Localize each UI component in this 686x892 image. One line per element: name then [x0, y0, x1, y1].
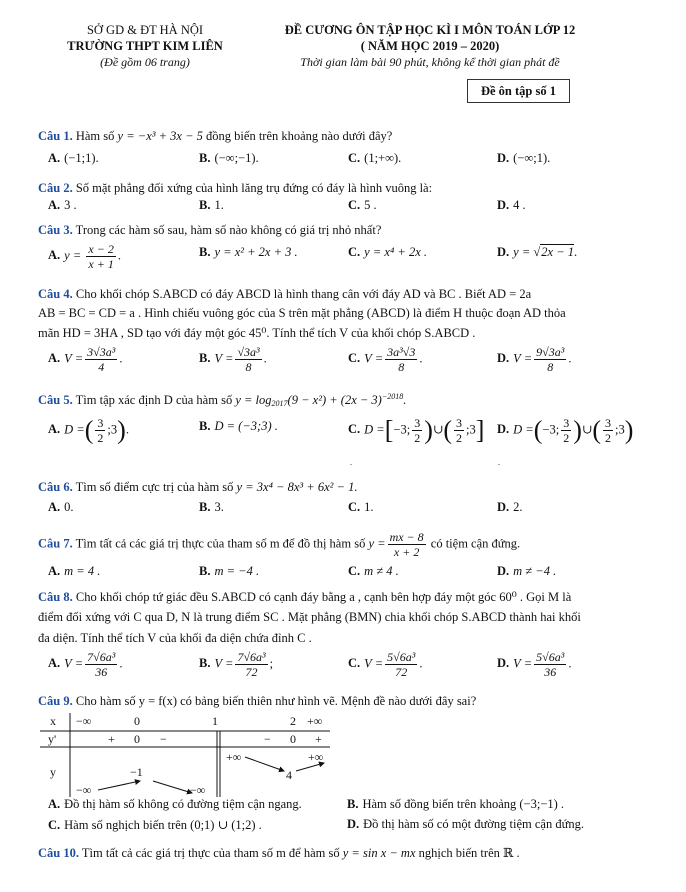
numerator: 9√3a³ — [536, 345, 565, 359]
fraction — [235, 650, 267, 679]
numerator: 3 — [97, 416, 104, 430]
y-prime-sign: 0 — [134, 732, 140, 746]
paren-open: ( — [84, 415, 94, 445]
option-letter: A. — [48, 248, 61, 263]
option-value: 3. — [214, 500, 224, 514]
numerator: mx − 8 — [389, 530, 424, 544]
option-value: Đồ thị hàm số không có đường tiệm cận ngang. — [64, 797, 302, 811]
question-3 — [38, 222, 381, 239]
option-b[interactable] — [199, 245, 298, 260]
option-a[interactable] — [48, 198, 77, 213]
denominator: x + 2 — [393, 545, 420, 559]
fraction — [235, 345, 261, 374]
option-letter: A. — [48, 351, 61, 366]
question-label: Câu 3. — [38, 223, 73, 237]
fraction — [86, 242, 115, 271]
question-text: đồng biến trên khoảng nào dưới đây? — [206, 129, 393, 143]
option-value: (−∞;1). — [513, 151, 551, 165]
option-value: m = 4 . — [64, 564, 101, 578]
option-value: Hàm số nghịch biến trên (0;1) ∪ (1;2) . — [64, 818, 262, 832]
option-letter: B. — [347, 797, 359, 811]
option-a[interactable] — [48, 797, 302, 812]
exam-number-badge: Đề ôn tập số 1 — [467, 79, 570, 103]
question-label: Câu 1. — [38, 129, 73, 143]
denominator: 8 — [547, 360, 554, 374]
option-letter: A. — [48, 564, 61, 578]
denominator: 2 — [456, 431, 463, 445]
option-value: 1. — [364, 500, 374, 514]
option-a[interactable] — [48, 151, 99, 166]
option-a[interactable] — [48, 500, 74, 515]
fraction — [95, 416, 105, 445]
option-b[interactable] — [199, 151, 259, 166]
question-text-line-3: mãn HD = 3HA , SD tạo với đáy một góc 45⁰. Tính thể tích V của khối chóp S.ABCD . — [38, 326, 476, 340]
question-text: Tìm tất cả các giá trị thực của tham số m để đồ thị hàm số — [75, 536, 366, 551]
document-title: ĐỀ CƯƠNG ÔN TẬP HỌC KÌ I MÔN TOÁN LỚP 12 — [284, 23, 576, 37]
option-value: (1;+∞). — [364, 151, 402, 165]
x-value: 0 — [134, 714, 140, 728]
denominator: 2 — [563, 431, 570, 445]
question-7 — [38, 530, 520, 559]
option-d[interactable] — [497, 500, 523, 515]
y-value: −∞ — [190, 783, 206, 797]
option-c[interactable] — [348, 345, 422, 374]
x-value: 1 — [212, 714, 218, 728]
paren-open: ( — [533, 415, 543, 445]
formula-prefix: V = — [214, 351, 234, 366]
option-letter: D. — [497, 198, 510, 212]
y-value: −∞ — [76, 783, 92, 797]
option-d[interactable] — [497, 564, 556, 579]
question-label: Câu 4. — [38, 287, 73, 301]
paren-close: ) — [424, 415, 433, 445]
question-text: Cho hàm số y = f(x) có bảng biến thiên như hình vẽ. Mệnh đề nào dưới đây sai? — [75, 694, 477, 708]
formula: y = 3x⁴ − 8x³ + 6x² − 1. — [236, 480, 358, 494]
radicand: 2x − 1 — [541, 245, 574, 259]
formula-prefix: y = — [513, 245, 531, 259]
option-letter: D. — [497, 656, 510, 671]
numerator: 3 — [456, 416, 463, 430]
numerator: 5√6a³ — [387, 650, 416, 664]
y-prime-sign: 0 — [290, 732, 296, 746]
option-c[interactable] — [348, 564, 399, 579]
formula-prefix: V = — [364, 351, 384, 366]
fraction — [412, 416, 422, 445]
option-letter: A. — [48, 151, 61, 165]
arrow-down — [245, 757, 284, 771]
question-label: Câu 8. — [38, 590, 73, 604]
question-4 — [38, 287, 531, 302]
option-letter: D. — [497, 500, 510, 514]
suffix: . — [568, 351, 572, 366]
option-b[interactable] — [199, 419, 278, 434]
option-d[interactable]: D. y = √2x − 1. — [497, 245, 578, 259]
y-value: +∞ — [226, 750, 242, 764]
question-text: Trong các hàm số sau, hàm số nào không có giá trị nhỏ nhất? — [75, 223, 382, 237]
option-letter: C. — [348, 245, 361, 259]
question-text: Số mặt phẳng đối xứng của hình lăng trụ đứng có đáy là hình vuông là: — [75, 181, 433, 195]
formula-prefix: V = — [364, 656, 384, 671]
question-label: Câu 2. — [38, 181, 73, 195]
question-label: Câu 10. — [38, 846, 79, 860]
option-c[interactable] — [348, 245, 427, 260]
option-b[interactable] — [199, 500, 224, 515]
option-letter: A. — [48, 797, 61, 811]
option-c[interactable] — [348, 151, 401, 166]
question-label: Câu 9. — [38, 694, 73, 708]
option-letter: C. — [348, 351, 361, 366]
question-text: Tìm tập xác định D của hàm số — [75, 393, 233, 407]
option-letter: B. — [199, 564, 211, 578]
option-value: 0. — [64, 500, 74, 514]
option-value: m ≠ −4 . — [513, 564, 557, 578]
department-name: SỞ GD & ĐT HÀ NỘI — [86, 23, 204, 37]
paren-close: ) — [624, 415, 634, 445]
option-d[interactable] — [497, 151, 550, 166]
formula-prefix: V = — [513, 351, 533, 366]
option-letter: B. — [199, 245, 211, 259]
formula-prefix: V = — [214, 656, 234, 671]
question-text: Tìm số điểm cực trị của hàm số — [75, 480, 234, 494]
question-text: Tìm tất cả các giá trị thực của tham số m để hàm số — [81, 846, 340, 860]
option-value: 4 . — [513, 198, 526, 212]
option-letter: D. — [497, 245, 510, 259]
question-2 — [38, 180, 432, 197]
formula-prefix: y = — [64, 248, 82, 263]
x-value: −∞ — [76, 714, 92, 728]
option-letter: B. — [199, 151, 211, 165]
option-value: Đồ thị hàm số có một đường tiệm cận đứng. — [363, 817, 584, 831]
option-d[interactable]: D. D =(−3; $\frac{3}{2}$ )∪( $\frac{3}{2}$ ;3) — [497, 415, 634, 445]
denominator: 8 — [398, 360, 405, 374]
fraction — [603, 416, 613, 445]
option-value: (−1;1). — [64, 151, 99, 165]
fraction — [85, 650, 117, 679]
option-letter: B. — [199, 419, 211, 433]
numerator: 3√3a³ — [87, 345, 116, 359]
paren-open: ( — [443, 415, 453, 445]
question-8 — [38, 589, 571, 605]
denominator: 72 — [395, 665, 408, 679]
question-text-line-2: AB = BC = CD = a . Hình chiếu vuông góc của S trên mặt phẳng (ABCD) là điểm H thuộc đoạn AD thỏa — [38, 306, 566, 320]
option-letter: C. — [348, 422, 361, 437]
option-value: m ≠ 4 . — [364, 564, 399, 578]
suffix: . — [419, 656, 423, 671]
question-text: nghịch biến trên ℝ . — [418, 846, 520, 860]
suffix: . — [119, 656, 123, 671]
option-letter: C. — [348, 656, 361, 671]
option-a[interactable] — [48, 242, 121, 271]
y-value: +∞ — [308, 750, 324, 764]
suffix: . — [574, 245, 578, 259]
header-left — [50, 22, 240, 70]
option-letter: B. — [199, 198, 211, 212]
numerator: 3 — [563, 416, 570, 430]
header-right — [260, 22, 600, 70]
option-value: Hàm số đồng biến trên khoảng (−3;−1) . — [362, 797, 565, 811]
option-value: (−∞;−1). — [214, 151, 259, 165]
option-b[interactable] — [347, 797, 564, 812]
suffix: . — [117, 248, 121, 263]
formula-main: y = log — [235, 393, 272, 407]
question-label: Câu 6. — [38, 480, 73, 494]
question-text-line-3: đa diện. Tính thể tích V của khối đa diện chứa đỉnh C . — [38, 631, 312, 645]
denominator: 36 — [544, 665, 557, 679]
formula: y = sin x − mx — [342, 846, 416, 860]
option-letter: D. — [497, 151, 510, 165]
option-c[interactable]: C. D =[−3; $\frac{3}{2}$ )∪( $\frac{3}{2}$ ;3] — [348, 415, 485, 445]
option-letter: B. — [199, 500, 211, 514]
option-value: m = −4 . — [214, 564, 260, 578]
numerator: x − 2 — [88, 242, 114, 256]
option-letter: C. — [348, 500, 361, 514]
variation-table — [40, 713, 330, 797]
option-b[interactable] — [199, 345, 267, 374]
option-formula: D = — [513, 422, 534, 437]
denominator: 4 — [98, 360, 105, 374]
question-label: Câu 7. — [38, 536, 73, 551]
option-a[interactable]: A. D =( $\frac{3}{2}$ ;3). — [48, 415, 129, 445]
y-prime-sign: − — [160, 732, 167, 746]
option-value: 5 . — [364, 198, 377, 212]
option-letter: C. — [348, 198, 361, 212]
stray-dot: . — [350, 458, 352, 467]
fraction — [561, 416, 571, 445]
option-b[interactable] — [199, 564, 259, 579]
question-text: Hàm số — [75, 129, 115, 143]
question-text: có tiệm cận đứng. — [430, 536, 521, 551]
row-label-y: y — [50, 765, 56, 779]
option-d[interactable] — [347, 817, 584, 832]
option-d[interactable] — [497, 345, 571, 374]
option-formula: D = — [64, 422, 85, 437]
formula-end: . — [403, 393, 407, 407]
paren-open: ( — [592, 415, 602, 445]
option-letter: A. — [48, 198, 61, 212]
bracket-close: ] — [475, 415, 485, 445]
numerator: √3a³ — [237, 345, 260, 359]
arrow-down — [153, 781, 192, 793]
question-label: Câu 5. — [38, 393, 73, 407]
formula-prefix: V = — [64, 351, 84, 366]
school-name: TRƯỜNG THPT KIM LIÊN — [67, 39, 223, 53]
option-value: y = x² + 2x + 3 . — [214, 245, 298, 259]
x-value: +∞ — [307, 714, 323, 728]
y-value: 4 — [286, 768, 292, 782]
question-6 — [38, 480, 357, 495]
formula: y = −x³ + 3x − 5 — [117, 129, 203, 143]
option-value: D = (−3;3) . — [214, 419, 278, 433]
formula-prefix: V = — [513, 656, 533, 671]
option-letter: A. — [48, 422, 61, 437]
suffix: . — [568, 656, 572, 671]
option-letter: A. — [48, 500, 61, 514]
option-letter: A. — [48, 656, 61, 671]
option-c[interactable] — [348, 650, 422, 679]
question-text-line-1: Cho khối chóp S.ABCD có đáy ABCD là hình thang cân với đáy AD và BC . Biết AD = 2a — [75, 287, 532, 301]
option-c[interactable] — [348, 500, 374, 515]
question-1 — [38, 128, 392, 145]
denominator: 2 — [414, 431, 421, 445]
denominator: x + 1 — [88, 257, 114, 271]
option-a[interactable] — [48, 564, 100, 579]
numerator: 7√6a³ — [237, 650, 266, 664]
option-c[interactable] — [348, 198, 377, 213]
denominator: 36 — [95, 665, 108, 679]
option-b[interactable] — [199, 650, 273, 679]
suffix: . — [263, 351, 267, 366]
fraction — [388, 530, 426, 559]
stray-dot: . — [498, 458, 500, 467]
option-value: 1. — [214, 198, 224, 212]
pages-note: (Đề gồm 06 trang) — [100, 55, 190, 69]
row-label-y-prime: y' — [48, 732, 57, 746]
denominator: 8 — [245, 360, 252, 374]
y-value: −1 — [130, 765, 143, 779]
numerator: 3 — [605, 416, 612, 430]
exponent: −2018 — [381, 392, 404, 401]
denominator: 2 — [605, 431, 612, 445]
fraction — [385, 345, 417, 374]
option-letter: C. — [48, 818, 61, 832]
option-a[interactable] — [48, 345, 122, 374]
denominator: 2 — [97, 431, 104, 445]
option-letter: D. — [497, 422, 510, 437]
suffix: . — [119, 351, 123, 366]
option-b[interactable] — [199, 198, 224, 213]
arrow-up — [98, 781, 140, 790]
y-prime-sign: + — [108, 732, 115, 746]
x-value: 2 — [290, 714, 296, 728]
option-value: 3 . — [64, 198, 77, 212]
option-d[interactable] — [497, 198, 526, 213]
option-formula: D = — [364, 422, 385, 437]
option-letter: C. — [348, 564, 361, 578]
fraction — [85, 345, 117, 374]
paren-close: ) — [117, 415, 126, 445]
numerator: 3a³√3 — [387, 345, 416, 359]
fraction — [385, 650, 417, 679]
question-10 — [38, 845, 520, 861]
option-a[interactable] — [48, 650, 122, 679]
suffix: ; — [269, 656, 274, 671]
question-text-line-2: điểm đối xứng với C qua D, N là trung điểm SC . Mặt phẳng (BMN) chia khối chóp S.ABCD thành hai khối — [38, 610, 581, 624]
option-letter: D. — [347, 817, 360, 831]
option-value: y = x⁴ + 2x . — [364, 245, 428, 259]
numerator: 7√6a³ — [87, 650, 116, 664]
option-letter: B. — [199, 351, 211, 366]
option-letter: D. — [497, 351, 510, 366]
bracket-open: [ — [384, 415, 394, 445]
numerator: 3 — [414, 416, 421, 430]
suffix: . — [419, 351, 423, 366]
formula-rest: (9 − x²) + (2x − 3) — [287, 393, 382, 407]
fraction — [454, 416, 464, 445]
y-prime-sign: − — [264, 732, 271, 746]
option-value: 2. — [513, 500, 523, 514]
time-note: Thời gian làm bài 90 phút, không kể thời gian phát đề — [300, 55, 560, 69]
school-year: ( NĂM HỌC 2019 – 2020) — [360, 39, 500, 53]
option-letter: B. — [199, 656, 211, 671]
option-c[interactable] — [48, 817, 262, 833]
row-label-x: x — [50, 714, 56, 728]
fraction — [534, 345, 566, 374]
question-text-line-1: Cho khối chóp tứ giác đều S.ABCD có cạnh đáy bằng a , cạnh bên hợp đáy một góc 60⁰ . Gọi M là — [75, 590, 572, 604]
fraction — [534, 650, 566, 679]
denominator: 72 — [245, 665, 258, 679]
question-5 — [38, 393, 406, 408]
numerator: 5√6a³ — [536, 650, 565, 664]
log-base: 2017 — [271, 399, 288, 408]
question-9 — [38, 694, 476, 709]
option-letter: D. — [497, 564, 510, 578]
formula — [235, 393, 406, 407]
formula-prefix: V = — [64, 656, 84, 671]
y-prime-sign: + — [315, 732, 322, 746]
option-letter: C. — [348, 151, 361, 165]
paren-close: ) — [573, 415, 582, 445]
formula-prefix: y = — [368, 536, 386, 551]
option-d[interactable] — [497, 650, 571, 679]
